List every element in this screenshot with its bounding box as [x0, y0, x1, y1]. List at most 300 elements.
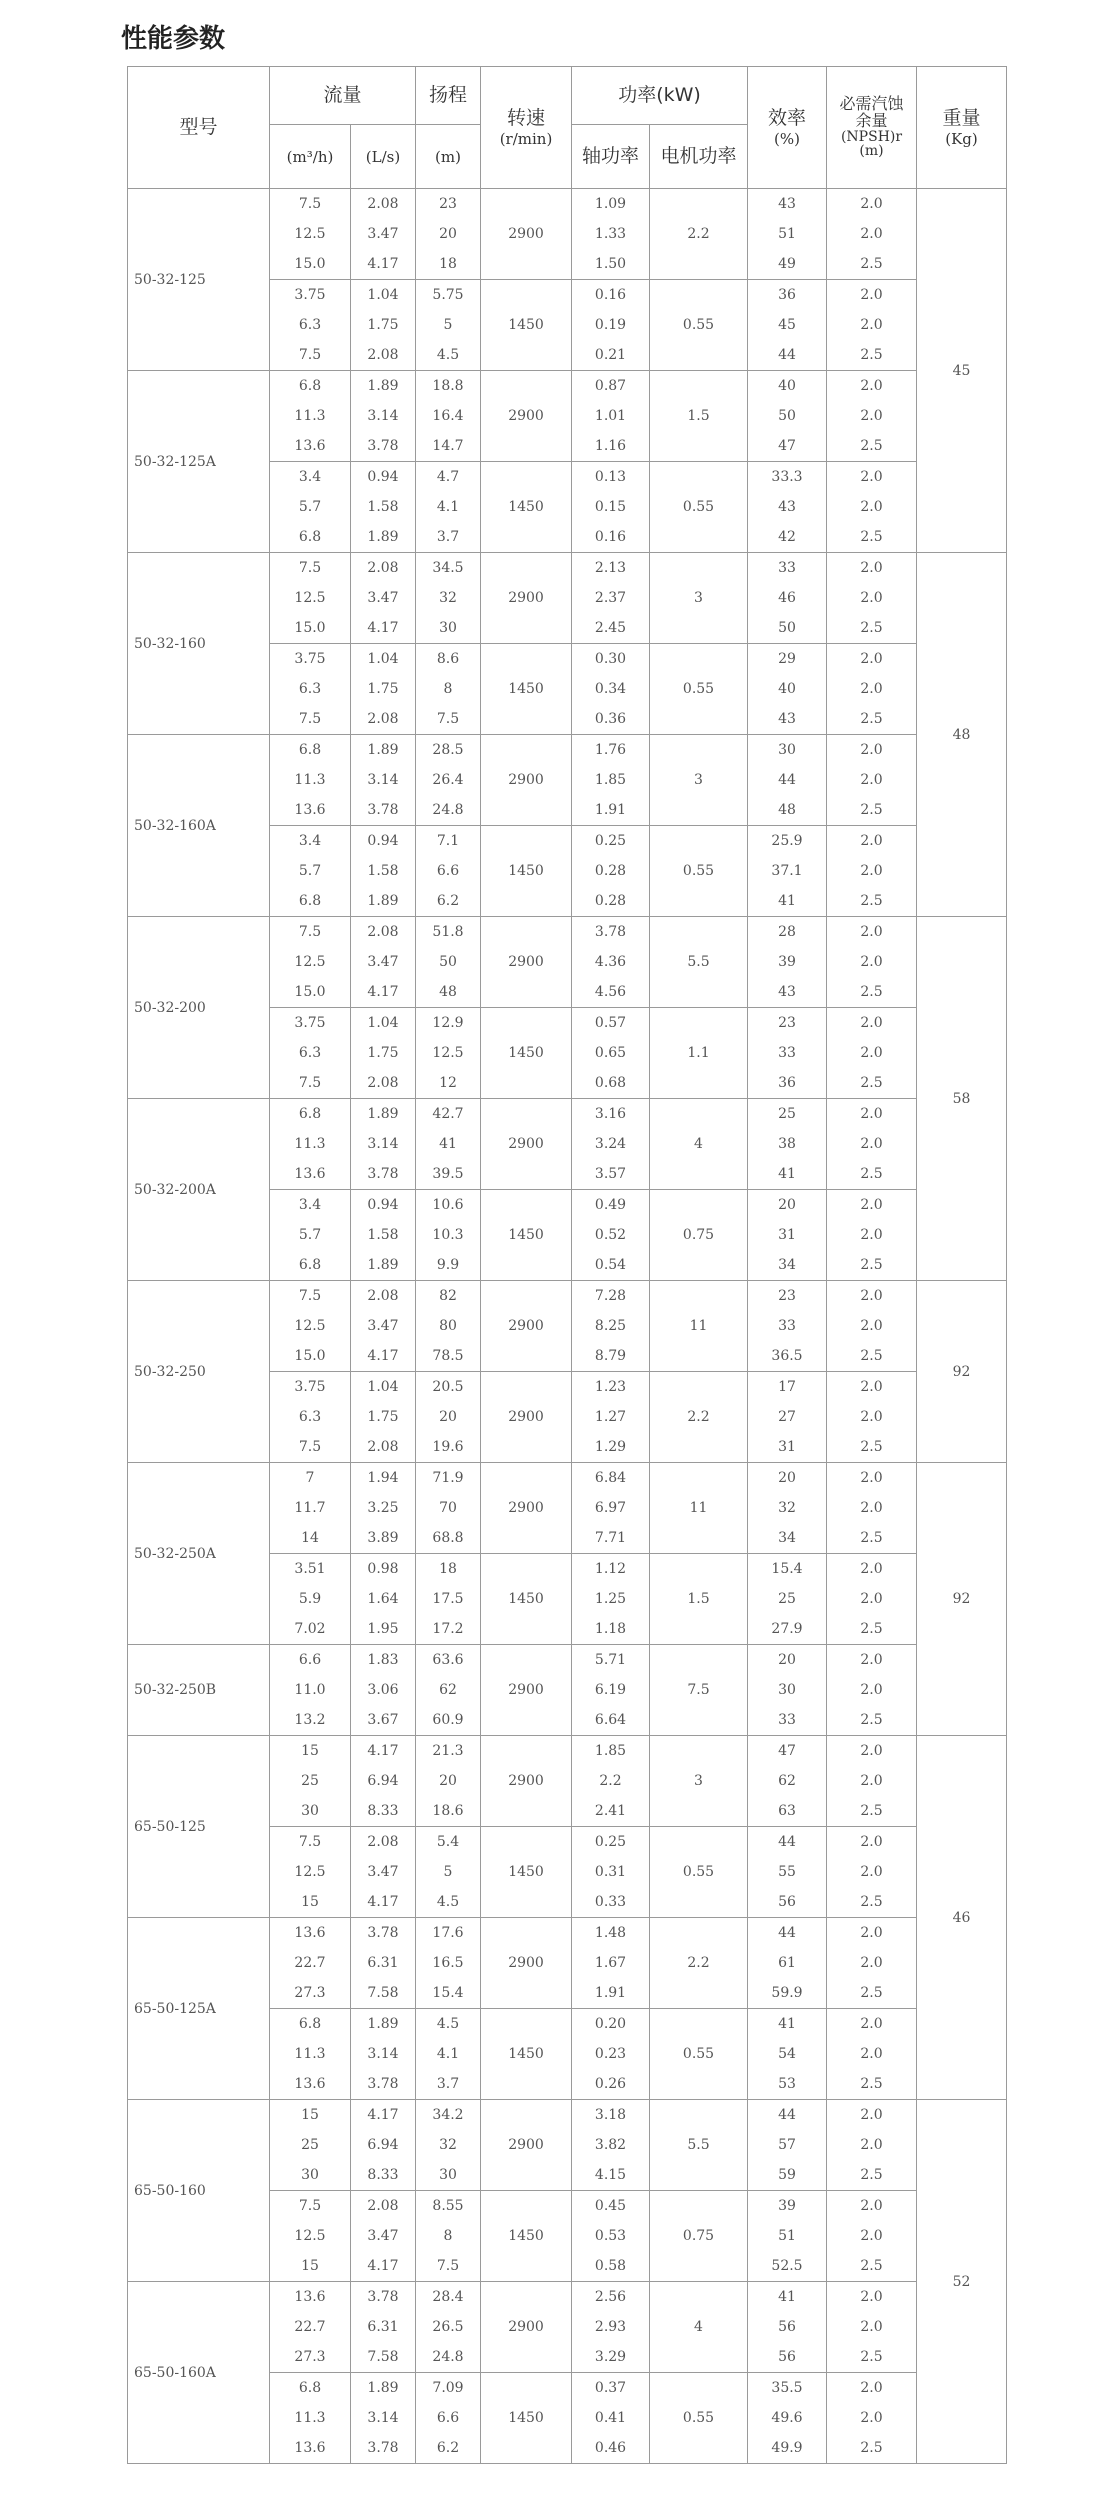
- flow-ls-cell: [351, 1918, 416, 2009]
- efficiency-cell: [748, 2282, 827, 2373]
- flow-m3h-cell: [270, 1190, 351, 1281]
- flow-m3h-value: 22.7: [294, 2319, 326, 2335]
- flow-m3h-value: 7.5: [298, 196, 322, 212]
- flow-ls-value: 1.83: [367, 1652, 399, 1668]
- flow-m3h-value: 25: [301, 2137, 319, 2153]
- shaft-power-value: 3.78: [594, 924, 627, 940]
- flow-m3h-value: 6.3: [298, 1409, 322, 1425]
- efficiency-value: 49.6: [771, 2410, 803, 2426]
- speed-cell: 2900: [481, 2282, 572, 2373]
- speed-cell: 2900: [481, 917, 572, 1008]
- header-flow: 流量: [270, 67, 416, 125]
- npsh-value: 2.0: [860, 590, 883, 606]
- npsh-value: 2.0: [860, 1561, 883, 1577]
- npsh-value: 2.0: [860, 469, 883, 485]
- npsh-value: 2.0: [860, 1106, 883, 1122]
- shaft-power-value: 3.82: [594, 2137, 627, 2153]
- npsh-value: 2.0: [860, 1197, 883, 1213]
- efficiency-cell: [748, 371, 827, 462]
- head-value: 6.2: [436, 2440, 460, 2456]
- efficiency-value: 59: [778, 2167, 796, 2183]
- flow-m3h-value: 15.0: [294, 984, 326, 1000]
- efficiency-value: 20: [778, 1470, 796, 1486]
- efficiency-cell: [748, 462, 827, 553]
- shaft-power-value: 7.28: [594, 1288, 627, 1304]
- flow-ls-cell: [351, 1008, 416, 1099]
- flow-m3h-value: 5.7: [298, 1227, 322, 1243]
- npsh-value: 2.0: [860, 681, 883, 697]
- shaft-power-value: 1.18: [594, 1621, 627, 1637]
- efficiency-value: 51: [778, 226, 796, 242]
- flow-ls-cell: [351, 553, 416, 644]
- efficiency-value: 25: [778, 1106, 796, 1122]
- motor-power-cell: 1.1: [650, 1008, 748, 1099]
- shaft-power-value: 1.85: [594, 772, 627, 788]
- flow-ls-cell: [351, 1190, 416, 1281]
- flow-m3h-value: 3.75: [294, 1379, 326, 1395]
- efficiency-value: 30: [778, 742, 796, 758]
- flow-ls-value: 3.78: [367, 802, 399, 818]
- efficiency-value: 44: [778, 347, 796, 363]
- npsh-value: 2.0: [860, 1409, 883, 1425]
- shaft-power-value: 6.97: [594, 1500, 627, 1516]
- head-cell: [416, 1645, 481, 1736]
- shaft-power-value: 1.01: [594, 408, 627, 424]
- flow-ls-value: 2.08: [367, 1834, 399, 1850]
- npsh-value: 2.5: [860, 1803, 883, 1819]
- efficiency-cell: [748, 2009, 827, 2100]
- model-cell: 65-50-125: [128, 1736, 270, 1918]
- efficiency-value: 63: [778, 1803, 796, 1819]
- head-value: 4.1: [436, 499, 460, 515]
- flow-m3h-value: 7.5: [298, 1288, 322, 1304]
- shaft-power-cell: [572, 1099, 650, 1190]
- flow-m3h-value: 30: [301, 1803, 319, 1819]
- npsh-value: 2.0: [860, 2046, 883, 2062]
- npsh-value: 2.0: [860, 2228, 883, 2244]
- npsh-cell: [827, 2100, 917, 2191]
- npsh-value: 2.0: [860, 2289, 883, 2305]
- shaft-power-value: 0.16: [594, 529, 627, 545]
- table-row: [128, 917, 1007, 1008]
- npsh-value: 2.0: [860, 1652, 883, 1668]
- npsh-value: 2.5: [860, 256, 883, 272]
- flow-ls-value: 3.14: [367, 772, 399, 788]
- npsh-value: 2.5: [860, 1075, 883, 1091]
- flow-ls-value: 3.47: [367, 590, 399, 606]
- header-head-unit: (m): [416, 125, 481, 189]
- npsh-value: 2.0: [860, 2137, 883, 2153]
- motor-power-cell: 11: [650, 1281, 748, 1372]
- shaft-power-cell: [572, 2009, 650, 2100]
- flow-m3h-value: 7.5: [298, 1439, 322, 1455]
- efficiency-cell: [748, 1190, 827, 1281]
- shaft-power-cell: [572, 1645, 650, 1736]
- flow-m3h-value: 3.51: [294, 1561, 326, 1577]
- flow-m3h-value: 12.5: [294, 1864, 326, 1880]
- flow-m3h-value: 5.7: [298, 863, 322, 879]
- shaft-power-value: 0.20: [594, 2016, 627, 2032]
- head-value: 7.09: [432, 2380, 464, 2396]
- shaft-power-value: 2.2: [599, 1773, 622, 1789]
- efficiency-value: 55: [778, 1864, 796, 1880]
- flow-ls-value: 6.31: [367, 1955, 399, 1971]
- npsh-cell: [827, 1281, 917, 1372]
- head-cell: [416, 1918, 481, 2009]
- shaft-power-cell: [572, 2100, 650, 2191]
- flow-ls-value: 0.98: [367, 1561, 399, 1577]
- head-cell: [416, 644, 481, 735]
- flow-ls-value: 1.75: [367, 317, 399, 333]
- efficiency-cell: [748, 1372, 827, 1463]
- head-value: 78.5: [432, 1348, 464, 1364]
- efficiency-value: 39: [778, 2198, 796, 2214]
- speed-cell: 2900: [481, 1736, 572, 1827]
- flow-m3h-value: 6.8: [298, 378, 322, 394]
- header-speed: [481, 67, 572, 189]
- head-value: 20: [439, 226, 457, 242]
- flow-ls-value: 1.75: [367, 1045, 399, 1061]
- npsh-value: 2.0: [860, 1227, 883, 1243]
- flow-ls-cell: [351, 1827, 416, 1918]
- shaft-power-value: 1.29: [594, 1439, 627, 1455]
- npsh-value: 2.0: [860, 651, 883, 667]
- head-value: 6.2: [436, 893, 460, 909]
- npsh-cell: [827, 735, 917, 826]
- flow-ls-value: 0.94: [367, 1197, 399, 1213]
- flow-ls-value: 1.04: [367, 651, 399, 667]
- shaft-power-cell: [572, 1827, 650, 1918]
- npsh-cell: [827, 1463, 917, 1554]
- shaft-power-value: 0.15: [594, 499, 627, 515]
- npsh-cell: [827, 1645, 917, 1736]
- shaft-power-value: 4.36: [594, 954, 627, 970]
- npsh-value: 2.5: [860, 1257, 883, 1273]
- flow-ls-value: 1.89: [367, 2380, 399, 2396]
- npsh-value: 2.5: [860, 620, 883, 636]
- efficiency-cell: [748, 2373, 827, 2464]
- efficiency-value: 41: [778, 893, 796, 909]
- speed-cell: 2900: [481, 1645, 572, 1736]
- efficiency-value: 44: [778, 1834, 796, 1850]
- motor-power-cell: 0.55: [650, 2009, 748, 2100]
- efficiency-value: 62: [778, 1773, 796, 1789]
- header-npsh-unit-m: (m): [859, 143, 884, 160]
- shaft-power-value: 0.13: [594, 469, 627, 485]
- flow-ls-value: 6.94: [367, 1773, 399, 1789]
- npsh-cell: [827, 826, 917, 917]
- npsh-value: 2.0: [860, 954, 883, 970]
- flow-ls-value: 3.47: [367, 2228, 399, 2244]
- head-value: 18: [439, 1561, 457, 1577]
- speed-cell: 2900: [481, 735, 572, 826]
- flow-m3h-value: 7.5: [298, 1834, 322, 1850]
- flow-ls-value: 1.94: [367, 1470, 399, 1486]
- flow-ls-value: 1.89: [367, 1106, 399, 1122]
- speed-cell: 2900: [481, 1099, 572, 1190]
- npsh-value: 2.5: [860, 1712, 883, 1728]
- head-value: 17.5: [432, 1591, 464, 1607]
- efficiency-value: 59.9: [771, 1985, 803, 2001]
- flow-m3h-value: 3.4: [298, 833, 322, 849]
- shaft-power-cell: [572, 1554, 650, 1645]
- shaft-power-value: 6.64: [594, 1712, 627, 1728]
- motor-power-cell: 5.5: [650, 917, 748, 1008]
- npsh-value: 2.0: [860, 560, 883, 576]
- flow-ls-value: 1.75: [367, 681, 399, 697]
- flow-m3h-value: 3.4: [298, 469, 322, 485]
- head-cell: [416, 1099, 481, 1190]
- flow-m3h-cell: [270, 1554, 351, 1645]
- table-row: [128, 189, 1007, 280]
- npsh-value: 2.0: [860, 196, 883, 212]
- shaft-power-cell: [572, 2373, 650, 2464]
- efficiency-value: 20: [778, 1652, 796, 1668]
- shaft-power-cell: [572, 1372, 650, 1463]
- npsh-cell: [827, 1827, 917, 1918]
- efficiency-value: 15.4: [771, 1561, 803, 1577]
- shaft-power-value: 2.56: [594, 2289, 627, 2305]
- shaft-power-value: 8.79: [594, 1348, 627, 1364]
- shaft-power-cell: [572, 1463, 650, 1554]
- shaft-power-value: 0.68: [594, 1075, 627, 1091]
- header-model: 型号: [128, 67, 270, 189]
- shaft-power-value: 1.50: [594, 256, 627, 272]
- efficiency-cell: [748, 553, 827, 644]
- head-value: 68.8: [432, 1530, 464, 1546]
- flow-ls-cell: [351, 280, 416, 371]
- flow-ls-value: 2.08: [367, 196, 399, 212]
- flow-m3h-value: 6.3: [298, 681, 322, 697]
- flow-ls-value: 1.04: [367, 1015, 399, 1031]
- head-value: 8.6: [436, 651, 460, 667]
- shaft-power-cell: [572, 2191, 650, 2282]
- head-cell: [416, 1372, 481, 1463]
- efficiency-value: 20: [778, 1197, 796, 1213]
- efficiency-value: 57: [778, 2137, 796, 2153]
- efficiency-value: 31: [778, 1227, 796, 1243]
- npsh-cell: [827, 553, 917, 644]
- flow-ls-value: 4.17: [367, 984, 399, 1000]
- head-value: 17.2: [432, 1621, 464, 1637]
- shaft-power-value: 0.58: [594, 2258, 627, 2274]
- efficiency-value: 44: [778, 772, 796, 788]
- flow-ls-value: 7.58: [367, 1985, 399, 2001]
- flow-m3h-cell: [270, 1736, 351, 1827]
- flow-m3h-value: 11.3: [294, 772, 326, 788]
- head-value: 28.4: [432, 2289, 464, 2305]
- head-value: 7.5: [436, 2258, 460, 2274]
- npsh-value: 2.0: [860, 1045, 883, 1061]
- model-cell: 50-32-250B: [128, 1645, 270, 1736]
- head-value: 5.4: [436, 1834, 460, 1850]
- speed-cell: 2900: [481, 1281, 572, 1372]
- head-cell: [416, 2191, 481, 2282]
- flow-m3h-value: 7: [305, 1470, 315, 1486]
- flow-m3h-value: 7.5: [298, 1075, 322, 1091]
- motor-power-cell: 3: [650, 735, 748, 826]
- npsh-value: 2.0: [860, 1743, 883, 1759]
- efficiency-cell: [748, 644, 827, 735]
- shaft-power-value: 0.26: [594, 2076, 627, 2092]
- flow-m3h-value: 3.75: [294, 287, 326, 303]
- flow-m3h-value: 3.75: [294, 1015, 326, 1031]
- flow-ls-value: 1.89: [367, 529, 399, 545]
- flow-m3h-cell: [270, 280, 351, 371]
- motor-power-cell: 7.5: [650, 1645, 748, 1736]
- flow-m3h-value: 13.6: [294, 2289, 326, 2305]
- weight-cell: 92: [917, 1463, 1007, 1736]
- efficiency-value: 27: [778, 1409, 796, 1425]
- weight-cell: 46: [917, 1736, 1007, 2100]
- shaft-power-value: 1.76: [594, 742, 627, 758]
- flow-ls-cell: [351, 371, 416, 462]
- speed-cell: 2900: [481, 371, 572, 462]
- npsh-value: 2.5: [860, 1348, 883, 1364]
- head-value: 14.7: [432, 438, 464, 454]
- head-value: 48: [439, 984, 457, 1000]
- shaft-power-cell: [572, 189, 650, 280]
- shaft-power-value: 1.09: [594, 196, 627, 212]
- speed-cell: 1450: [481, 1827, 572, 1918]
- shaft-power-value: 3.18: [594, 2107, 627, 2123]
- npsh-value: 2.5: [860, 2440, 883, 2456]
- flow-ls-value: 4.17: [367, 1348, 399, 1364]
- efficiency-cell: [748, 1554, 827, 1645]
- head-value: 82: [439, 1288, 457, 1304]
- shaft-power-cell: [572, 1281, 650, 1372]
- npsh-value: 2.0: [860, 1925, 883, 1941]
- speed-cell: 1450: [481, 462, 572, 553]
- npsh-cell: [827, 280, 917, 371]
- model-cell: 50-32-200: [128, 917, 270, 1099]
- efficiency-value: 53: [778, 2076, 796, 2092]
- flow-ls-value: 3.67: [367, 1712, 399, 1728]
- flow-ls-value: 2.08: [367, 1439, 399, 1455]
- flow-m3h-cell: [270, 2191, 351, 2282]
- npsh-value: 2.0: [860, 1015, 883, 1031]
- efficiency-cell: [748, 1827, 827, 1918]
- header-npsh: [827, 67, 917, 189]
- flow-ls-cell: [351, 1463, 416, 1554]
- flow-ls-value: 1.89: [367, 893, 399, 909]
- head-value: 6.6: [436, 863, 460, 879]
- flow-m3h-cell: [270, 1463, 351, 1554]
- head-value: 5: [443, 317, 453, 333]
- flow-m3h-value: 14: [301, 1530, 319, 1546]
- shaft-power-value: 1.67: [594, 1955, 627, 1971]
- head-value: 41: [439, 1136, 457, 1152]
- head-value: 3.7: [436, 529, 460, 545]
- head-value: 20: [439, 1773, 457, 1789]
- head-value: 23: [439, 196, 457, 212]
- npsh-value: 2.5: [860, 529, 883, 545]
- npsh-value: 2.0: [860, 1136, 883, 1152]
- shaft-power-value: 0.34: [594, 681, 627, 697]
- flow-m3h-value: 11.3: [294, 1136, 326, 1152]
- table-row: [128, 1099, 1007, 1190]
- head-value: 12.5: [432, 1045, 464, 1061]
- npsh-value: 2.5: [860, 2349, 883, 2365]
- head-value: 4.5: [436, 2016, 460, 2032]
- head-value: 34.2: [432, 2107, 464, 2123]
- shaft-power-value: 0.28: [594, 893, 627, 909]
- npsh-value: 2.0: [860, 2410, 883, 2426]
- head-cell: [416, 1827, 481, 1918]
- efficiency-value: 41: [778, 2289, 796, 2305]
- head-value: 10.3: [432, 1227, 464, 1243]
- npsh-value: 2.5: [860, 893, 883, 909]
- flow-ls-value: 3.78: [367, 1166, 399, 1182]
- efficiency-value: 43: [778, 499, 796, 515]
- header-weight: [917, 67, 1007, 189]
- flow-ls-cell: [351, 2373, 416, 2464]
- table-row: [128, 1736, 1007, 1827]
- head-cell: [416, 553, 481, 644]
- shaft-power-value: 1.27: [594, 1409, 627, 1425]
- flow-ls-value: 1.58: [367, 499, 399, 515]
- flow-m3h-value: 6.6: [298, 1652, 322, 1668]
- speed-cell: 2900: [481, 1918, 572, 2009]
- flow-ls-value: 1.58: [367, 1227, 399, 1243]
- efficiency-value: 33: [778, 560, 796, 576]
- shaft-power-value: 2.41: [594, 1803, 627, 1819]
- flow-ls-value: 1.89: [367, 378, 399, 394]
- flow-ls-cell: [351, 1736, 416, 1827]
- efficiency-value: 49: [778, 256, 796, 272]
- speed-cell: 1450: [481, 280, 572, 371]
- npsh-value: 2.0: [860, 742, 883, 758]
- flow-m3h-value: 3.75: [294, 651, 326, 667]
- flow-ls-value: 4.17: [367, 256, 399, 272]
- npsh-cell: [827, 917, 917, 1008]
- shaft-power-value: 2.45: [594, 620, 627, 636]
- flow-m3h-cell: [270, 644, 351, 735]
- head-value: 30: [439, 620, 457, 636]
- shaft-power-value: 0.65: [594, 1045, 627, 1061]
- flow-ls-value: 6.31: [367, 2319, 399, 2335]
- shaft-power-value: 7.71: [594, 1530, 627, 1546]
- npsh-value: 2.0: [860, 317, 883, 333]
- flow-m3h-value: 6.8: [298, 893, 322, 909]
- weight-cell: 52: [917, 2100, 1007, 2464]
- head-value: 8: [443, 2228, 453, 2244]
- motor-power-cell: 0.55: [650, 644, 748, 735]
- flow-m3h-cell: [270, 1645, 351, 1736]
- flow-m3h-value: 11.3: [294, 408, 326, 424]
- flow-m3h-value: 6.8: [298, 2380, 322, 2396]
- shaft-power-cell: [572, 2282, 650, 2373]
- header-flow-m3h: (m³/h): [270, 125, 351, 189]
- flow-ls-value: 1.89: [367, 742, 399, 758]
- flow-ls-value: 1.58: [367, 863, 399, 879]
- flow-ls-value: 4.17: [367, 1743, 399, 1759]
- shaft-power-value: 0.52: [594, 1227, 627, 1243]
- flow-m3h-cell: [270, 1008, 351, 1099]
- efficiency-value: 38: [778, 1136, 796, 1152]
- flow-m3h-value: 7.5: [298, 924, 322, 940]
- flow-m3h-value: 12.5: [294, 954, 326, 970]
- flow-ls-value: 6.94: [367, 2137, 399, 2153]
- npsh-value: 2.5: [860, 2076, 883, 2092]
- head-value: 18.8: [432, 378, 464, 394]
- shaft-power-value: 1.25: [594, 1591, 627, 1607]
- head-value: 4.5: [436, 1894, 460, 1910]
- flow-m3h-value: 13.6: [294, 1166, 326, 1182]
- npsh-value: 2.5: [860, 711, 883, 727]
- header-speed-unit: (r/min): [499, 129, 553, 148]
- head-value: 24.8: [432, 802, 464, 818]
